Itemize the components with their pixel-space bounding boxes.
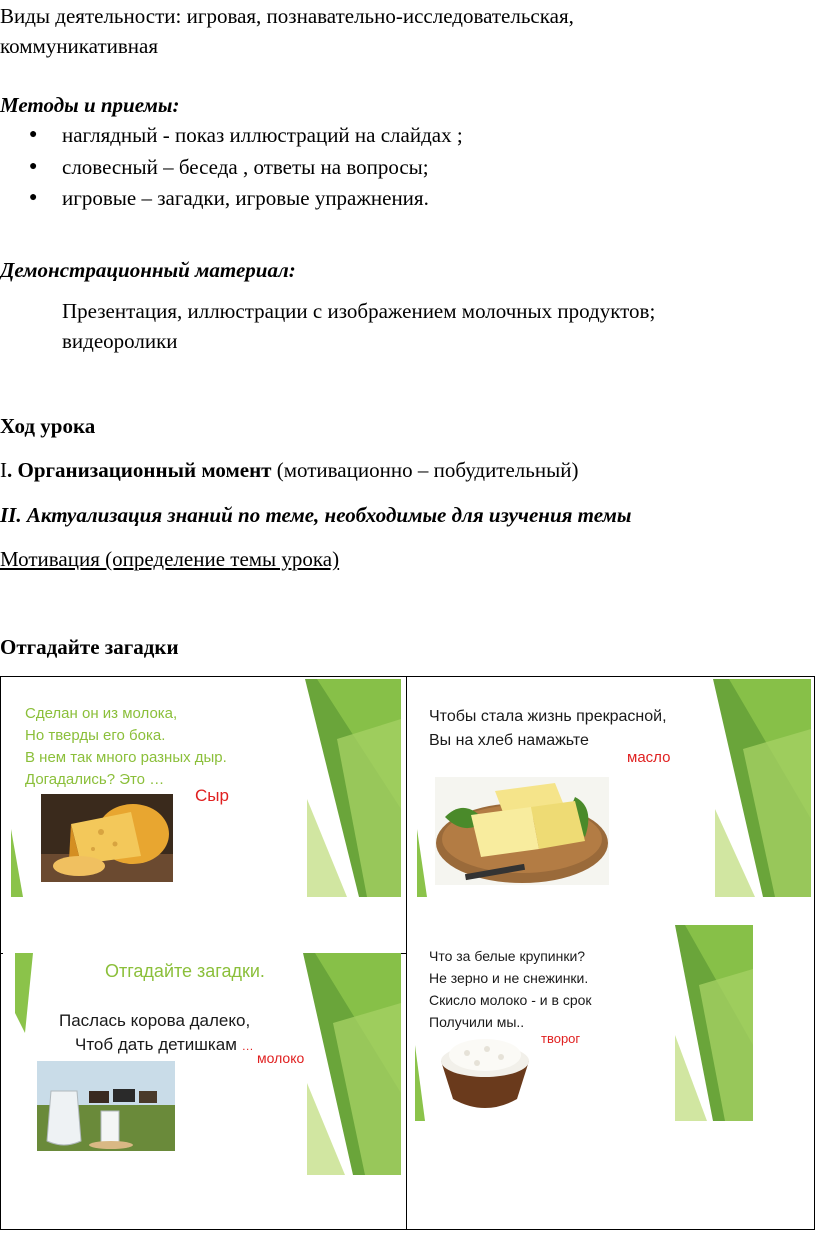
cheese-answer: Сыр <box>195 786 229 805</box>
table-divider <box>406 677 407 1229</box>
butter-image <box>435 777 609 885</box>
stage1-note: (мотивационно – побудительный) <box>271 458 579 482</box>
riddle-line: Чтоб дать детишкам <box>75 1035 237 1054</box>
bullet-icon: ● <box>29 159 38 174</box>
riddle-line: Получили мы.. <box>429 1014 525 1030</box>
bullet-icon: ● <box>29 190 38 205</box>
milk-answer: молоко <box>257 1050 305 1066</box>
riddle-line: Вы на хлеб намажьте <box>429 732 589 749</box>
demo-title: Демонстрационный материал: <box>0 258 296 282</box>
methods-title: Методы и приемы: <box>0 93 180 117</box>
stage1-number: I <box>0 458 7 482</box>
riddle-line: Скисло молоко - и в срок <box>429 992 592 1008</box>
slide-cheese <box>7 679 401 897</box>
cottage-answer: творог <box>541 1031 581 1046</box>
milk-heading: Отгадайте загадки. <box>105 961 265 981</box>
riddle-line: Сделан он из молока, <box>25 705 178 722</box>
cottage-riddle <box>429 945 592 1033</box>
riddles-title: Отгадайте загадки <box>0 635 179 659</box>
riddle-line: Паслась корова далеко, <box>59 1011 251 1030</box>
demo-line1: Презентация, иллюстрации с изображением молочных продуктов; <box>62 299 656 323</box>
cheese-riddle <box>25 703 227 791</box>
activities-line: Виды деятельности: игровая, познавательно-исследовательская, <box>0 4 574 28</box>
riddle-line: Но тверды его бока. <box>25 727 166 744</box>
stage1 <box>0 456 578 484</box>
method-item: наглядный - показ иллюстраций на слайдах ; <box>62 123 463 147</box>
demo-line2: видеоролики <box>62 329 178 353</box>
stage1-title: . Организационный момент <box>7 458 272 482</box>
slide-milk <box>3 953 401 1175</box>
lesson-title: Ход урока <box>0 414 96 438</box>
method-item: игровые – загадки, игровые упражнения. <box>62 186 429 210</box>
cottage-cheese-image <box>437 1035 533 1113</box>
method-item: словесный – беседа , ответы на вопросы; <box>62 155 429 179</box>
slide-cottage-cheese <box>413 925 753 1121</box>
riddle-line: В нем так много разных дыр. <box>25 749 227 766</box>
stage2-title: II. Актуализация знаний по теме, необходимые для изучения темы <box>0 503 632 527</box>
motivation-heading: Мотивация (определение темы урока) <box>0 547 340 571</box>
slides-table <box>0 676 815 1230</box>
slide-butter <box>413 679 811 897</box>
activities-line-cont: коммуникативная <box>0 34 159 58</box>
riddle-line: Что за белые крупинки? <box>429 948 586 964</box>
milk-image <box>37 1061 175 1151</box>
bullet-icon: ● <box>29 127 38 142</box>
riddle-line: Не зерно и не снежинки. <box>429 970 589 986</box>
butter-answer: масло <box>627 749 671 766</box>
riddle-line: Чтобы стала жизнь прекрасной, <box>429 708 667 725</box>
cheese-image <box>41 794 173 882</box>
milk-riddle <box>59 1009 254 1058</box>
riddle-line: Догадались? Это … <box>25 771 165 788</box>
butter-riddle <box>429 705 667 753</box>
milk-ellipsis: … <box>241 1039 254 1053</box>
